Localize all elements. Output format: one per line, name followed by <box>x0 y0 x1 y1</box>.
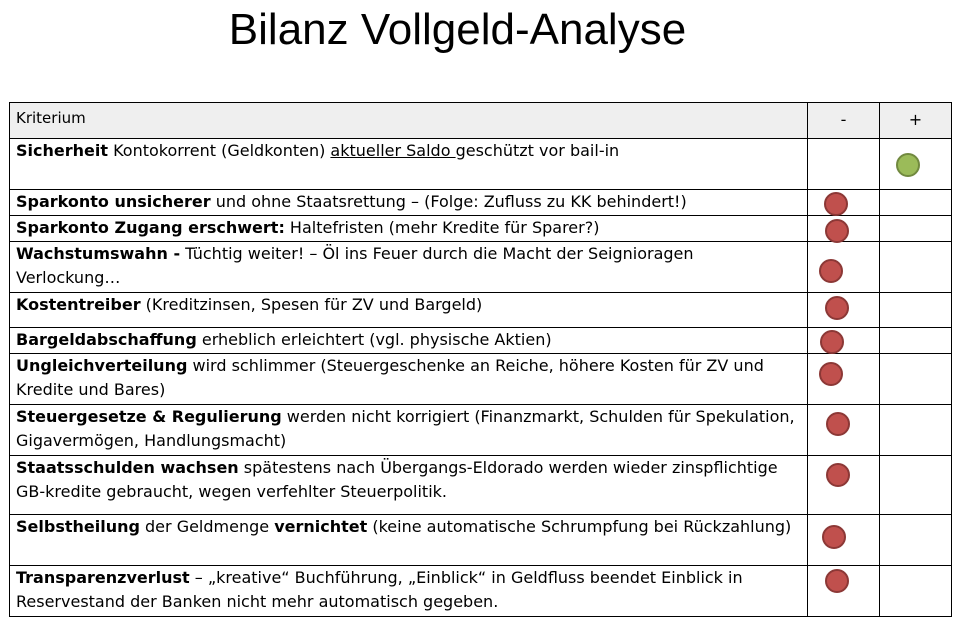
criterion-text: erheblich erleichtert (vgl. physische Aktien) <box>196 330 552 349</box>
table-row <box>10 242 952 293</box>
minus-cell <box>808 566 880 617</box>
plus-cell <box>880 190 952 216</box>
minus-cell <box>808 405 880 456</box>
criterion-keyword: Steuergesetze & Regulierung <box>16 407 282 426</box>
table-row <box>10 566 952 617</box>
criterion-keyword: Wachstumswahn - <box>16 244 181 263</box>
positive-indicator-icon <box>896 153 920 177</box>
criterion-cell <box>10 242 808 293</box>
criterion-cell <box>10 216 808 242</box>
criterion-text: Kontokorrent (Geldkonten) <box>108 141 331 160</box>
plus-cell <box>880 405 952 456</box>
minus-cell <box>808 139 880 190</box>
header-kriterium: Kriterium <box>10 103 808 139</box>
plus-cell <box>880 515 952 566</box>
criterion-cell <box>10 405 808 456</box>
negative-indicator-icon <box>825 569 849 593</box>
criterion-keyword: Kostentreiber <box>16 295 141 314</box>
criterion-text: n Verlockung… <box>16 244 694 287</box>
plus-cell <box>880 354 952 405</box>
criterion-keyword: Sparkonto Zugang erschwert: <box>16 218 285 237</box>
plus-cell <box>880 293 952 328</box>
criterion-text: Tüchtig weiter! – Öl ins Feuer durch die Macht der Seigniorage <box>180 244 684 263</box>
minus-cell <box>808 242 880 293</box>
minus-cell <box>808 190 880 216</box>
criterion-cell <box>10 190 808 216</box>
criterion-keyword: Sparkonto unsicherer <box>16 192 211 211</box>
criterion-cell <box>10 139 808 190</box>
criterion-cell <box>10 456 808 515</box>
criterion-text: Haltefristen (mehr Kredite für Sparer?) <box>284 218 600 237</box>
page-title: Bilanz Vollgeld-Analyse <box>228 5 687 54</box>
criterion-cell <box>10 566 808 617</box>
negative-indicator-icon <box>819 259 843 283</box>
table-row <box>10 328 952 354</box>
table-row <box>10 456 952 515</box>
criterion-keyword: Transparenzverlust <box>16 568 190 587</box>
plus-cell <box>880 566 952 617</box>
criterion-cell <box>10 354 808 405</box>
table-row <box>10 139 952 190</box>
criterion-cell <box>10 328 808 354</box>
minus-cell <box>808 354 880 405</box>
table-row <box>10 293 952 328</box>
minus-cell <box>808 216 880 242</box>
criterion-text: werden nicht korrigiert (Finanzmarkt, Schulden für Spekulation, Gigavermögen, Handlungsmacht) <box>16 407 795 450</box>
criterion-keyword: Bargeldabschaffung <box>16 330 197 349</box>
negative-indicator-icon <box>824 192 848 216</box>
minus-cell <box>808 293 880 328</box>
criterion-keyword: vernichtet <box>274 517 368 536</box>
plus-cell <box>880 139 952 190</box>
criterion-text: spätestens nach Übergangs-Eldorado werden wieder zinspflichtige GB-kredite gebraucht, wegen verfehlter Steuerpolitik. <box>16 458 778 501</box>
criterion-text: – „kreative“ Buchführung, „Einblick“ in Geldfluss beendet Einblick in Reservestand der Banken nicht mehr automatisch gegeben. <box>16 568 743 611</box>
negative-indicator-icon <box>825 296 849 320</box>
plus-cell <box>880 242 952 293</box>
table-row <box>10 354 952 405</box>
header-plus: + <box>880 103 952 139</box>
criteria-table <box>9 102 952 617</box>
table-row <box>10 405 952 456</box>
table-row <box>10 216 952 242</box>
table-header-row <box>10 103 952 139</box>
negative-indicator-icon <box>825 219 849 243</box>
negative-indicator-icon <box>826 463 850 487</box>
table-row <box>10 190 952 216</box>
criterion-keyword: Staatsschulden wachsen <box>16 458 239 477</box>
minus-cell <box>808 515 880 566</box>
criterion-text: der Geldmenge <box>139 517 275 536</box>
criterion-cell <box>10 515 808 566</box>
minus-cell <box>808 328 880 354</box>
criterion-cell <box>10 293 808 328</box>
plus-cell <box>880 456 952 515</box>
negative-indicator-icon <box>826 412 850 436</box>
negative-indicator-icon <box>822 525 846 549</box>
criterion-text: geschützt vor bail-in <box>455 141 620 160</box>
criterion-text: wird schlimmer (Steuergeschenke an Reiche, höhere Kosten für ZV und Kredite und Bares) <box>16 356 764 399</box>
negative-indicator-icon <box>819 362 843 386</box>
header-minus: - <box>808 103 880 139</box>
criterion-text: (keine automatische Schrumpfung bei Rückzahlung) <box>367 517 792 536</box>
criterion-keyword: Selbstheilung <box>16 517 140 536</box>
criterion-text: aktueller Saldo <box>330 141 456 160</box>
negative-indicator-icon <box>820 330 844 354</box>
criterion-keyword: Sicherheit <box>16 141 108 160</box>
minus-cell <box>808 456 880 515</box>
criterion-text: und ohne Staatsrettung – (Folge: Zufluss zu KK behindert!) <box>210 192 687 211</box>
criterion-text: (Kreditzinsen, Spesen für ZV und Bargeld) <box>140 295 483 314</box>
table-row <box>10 515 952 566</box>
plus-cell <box>880 328 952 354</box>
criterion-keyword: Ungleichverteilung <box>16 356 188 375</box>
plus-cell <box>880 216 952 242</box>
